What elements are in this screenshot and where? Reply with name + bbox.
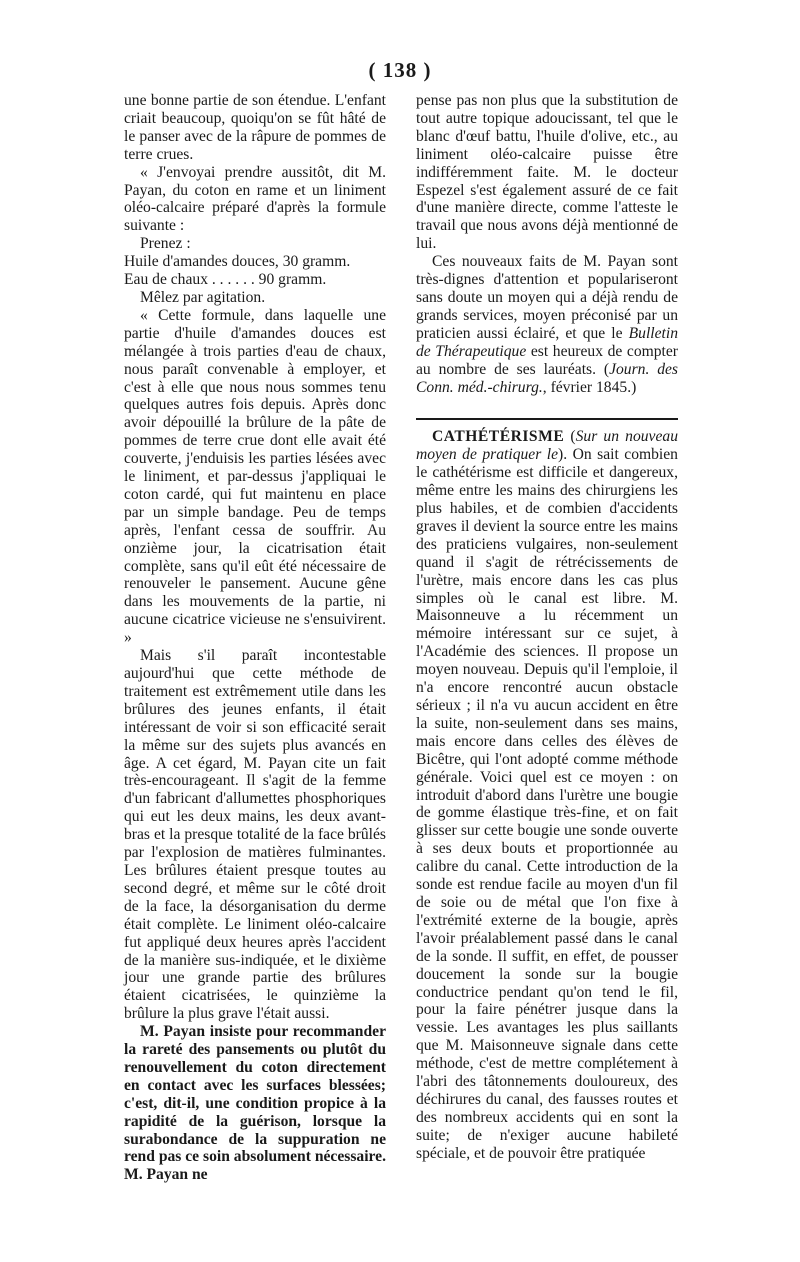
left-column [124,92,386,1184]
paragraph: « J'envoyai prendre aussitôt, dit M. Payan, du coton en rame et un liniment oléo-calcaire préparé d'après la formule suivante : [124,163,386,235]
paragraph: M. Payan insiste pour recommander la rareté des pansements ou plutôt du renouvellement du coton directement en contact avec les surfaces blessées; c'est, dit-il, une condition propice à la rapidité de la guérison, lorsque la surabondance de la suppuration ne rend pas ce soin absolument nécessaire. M. Payan ne [124,1023,386,1184]
paragraph [416,428,678,1162]
section-heading: CATHÉTÉRISME [432,428,565,446]
formula-intro: Prenez : [140,235,191,253]
paragraph: « Cette formule, dans laquelle une partie d'huile d'amandes douces est mélangée à trois parties d'eau de chaux, nous paraît convenable à employer, et c'est à elle que nous nous sommes tenu quelques autres fois depuis. Après donc avoir dépouillé la brûlure de la pâte de pommes de terre crue dont elle avait été couverte, j'enduisis les parties lésées avec le liniment, et par-dessus j'appliquai le coton cardé, qui fut maintenu en place par un simple bandage. Peu de temps après, l'enfant cessa de souffrir. Au onzième jour, la cicatrisation était complète, sans qu'il eût été nécessaire de renouveler le pansement. Aucune gêne dans les mouvements de la partie, ni aucune cicatrice vicieuse ne s'ensuivirent. » [124,306,386,647]
paragraph-text: , février 1845.) [542,378,637,396]
paragraph-text: On sait combien le cathétérisme est difficile et dangereux, même entre les mains des chirurgiens les plus habiles, et de combien d'accidents graves il devient la source entre les mains des praticiens vulgaires, non-seulement quand il s'agit de rétrécissements de l'urètre, mais encore dans les cas plus simples où le canal est libre. M. Maisonneuve a lu récemment un mémoire intéressant sur ce sujet, à l'Académie des sciences. Il propose un moyen nouveau. Depuis qu'il l'emploie, il n'a encore rencontré aucun obstacle sérieux ; il n'a vu aucun accident en être la suite, non-seulement dans ses mains, mais encore dans celles des élèves de Bicêtre, qui l'ont adopté comme méthode générale. Voici quel est ce moyen : on introduit d'abord dans l'urètre une bougie de gomme élastique très-fine, et on fait glisser sur cette bougie une sonde ouverte à ses deux bouts et proportionnée au calibre du canal. Cette introduction de la sonde est rendue facile au moyen d'un fil de soie ou de métal que l'on fixe à l'extrémité externe de la bougie, après l'avoir préalablement passé dans le canal de la sonde. Il suffit, en effet, de pousser doucement la sonde sur la bougie conductrice pendant qu'on tend le fil, pour la faire pénétrer jusque dans la vessie. Les avantages les plus saillants que M. Maisonneuve signale dans cette méthode, c'est de mettre complétement à l'abri des tâtonnements douloureux, des déchirures du canal, des fausses routes et des nombreux accidents qui en sont la suite; de n'exiger aucune habileté spéciale, et de pouvoir être pratiquée [416,446,678,1162]
paragraph: pense pas non plus que la substitution de tout autre topique adoucissant, tel que le blanc d'œuf battu, l'huile d'olive, etc., au liniment oléo-calcaire puisse être indifféremment faite. M. le docteur Espezel s'est également assuré de ce fait d'une manière directe, comme l'atteste le travail que nous avons déjà mentionné de lui. [416,92,678,253]
section-divider [416,418,678,420]
source-citation: Journ. des Conn. méd.-chirurg. [416,360,678,396]
right-column [416,92,678,1163]
page-number: ( 138 ) [368,58,432,82]
formula-line: Huile d'amandes douces, 30 gramm. [124,253,351,271]
heading-paren: ). [558,446,573,464]
paragraph-text: Ces nouveaux faits de M. Payan sont très-dignes d'attention et populariseront sans doute un moyen qui a déjà rendu de grands services, moyen préconisé par un praticien aussi éclairé, et que le [416,253,678,342]
paragraph: Mais s'il paraît incontestable aujourd'hui que cette méthode de traitement est extrêmement utile dans les brûlures des jeunes enfants, il était intéressant de voir si son efficacité serait la même sur des sujets plus avancés en âge. A cet égard, M. Payan cite un fait très-encourageant. Il s'agit de la femme d'un fabricant d'allumettes phosphoriques qui eut les deux mains, les deux avant-bras et la presque totalité de la face brûlés par l'explosion de matières fulminantes. Les brûlures étaient presque toutes au second degré, et même sur le côté droit de la face, la désorganisation du derme était complète. Le liniment oléo-calcaire fut appliqué deux heures après l'accident de la manière sus-indiquée, et le dixième jour une grande partie des brûlures étaient cicatrisées, le quinzième la brûlure la plus grave l'était aussi. [124,647,386,1023]
section-subheading: Sur un nouveau moyen de pratiquer le [416,428,678,464]
paragraph-text: est heureux de compter au nombre de ses lauréats. ( [416,342,678,378]
paragraph: une bonne partie de son étendue. L'enfant criait beaucoup, quoiqu'on se fût hâté de le panser avec de la râpure de pommes de terre crues. [124,92,386,163]
formula-instruction: Mêlez par agitation. [140,288,266,306]
formula-line: Eau de chaux . . . . . . 90 gramm. [124,271,327,289]
heading-paren: ( [564,428,576,446]
journal-title: Bulletin de Thérapeutique [416,324,678,360]
paragraph [416,253,678,396]
